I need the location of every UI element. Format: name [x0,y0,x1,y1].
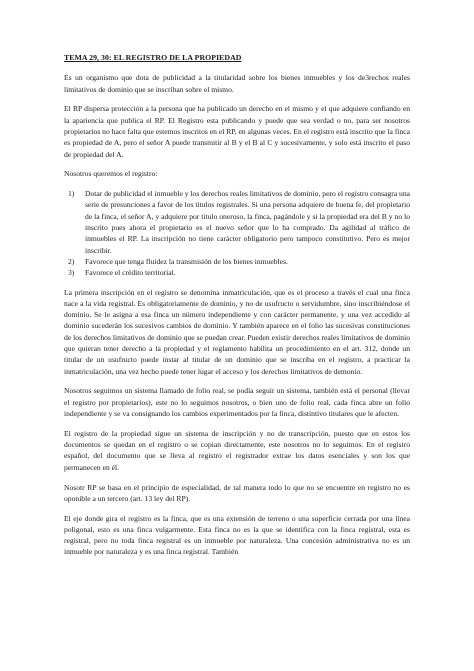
paragraph: Nosotros seguimos un sistema llamado de folio real, se podía seguir un sistema, también está el personal (llevar el registro por propietarios), este no lo seguimos nosotros, o bien uno de folio real, cada finca abre un folio independiente y se va consignando los cambios experimentados por la finca, distintivo titulares que le afecten. [64,386,410,419]
list-item-number: 2) [68,256,75,266]
paragraph: El RP dispersa protección a la persona que ha publicado un derecho en el mismo y el que adquiere confiando en la apariencia que publica el RP. El Registro esta publicando y puede que sea verdad o no, para ser nosotros propietarios no hace falta que estemos inscritos en el RP, en algunas veces. En el registro está inscrito que la finca es propiedad de A, pero el señor A puede transmitir al B y el B al C y sucesivamente, y solo está inscrito el paso de propiedad del A. [64,104,410,159]
list-item [64,256,410,267]
list-item [64,267,410,278]
paragraph: Es un organismo que dota de publicidad a la titularidad sobre los bienes inmuebles y los de3rechos reales limitativos de dominio que se inscriban sobre el mismo. [64,73,410,94]
list-item-text: Dotar de publicidad el inmueble y los derechos reales limitativos de dominio, pero el registro consagra una serie de presunciones a favor de los titulos registrales. Si una persona adquiere de buena fe, del propietario de la finca, el señor A, y adquiere por titulo oneroso, la finca, pagándole y si la propiedad era del B y no lo inscrito pues ahora el propietario es el nuevo señor que lo ha comprado. Da agilidad al tráfico de inmuebles el RP. La inscripción no tiene carácter obligatorio pero tampoco constitutivo. Pero es mejor inscribir. [85,189,410,255]
numbered-list [64,188,410,278]
list-item-text: Favorece que tenga fluidez la transmisión de los bienes inmuebles. [85,256,288,266]
document-page [64,52,410,566]
document-title: TEMA 29, 30: EL REGISTRO DE LA PROPIEDAD [64,53,242,62]
paragraph: Nosotros queremos el registro: [64,169,158,179]
list-item [64,188,410,256]
paragraph: La primera inscripción en el registro se denomina inmatriculación, que es el proceso a través el cual una finca nace a la vida registral. Es obligatoriamente de dominio, y no de usufructo o servidumbre, sino inscribiéndose el dominio. Se le asigna a esa finca un número independiente y con carácter permanente, y una vez accedido al dominio sucederán los sucesivos cambios de dominio. Y también aparece en el folio las sucesivas constituciones de los derechos limitativos de dominio que se puedan crear. Pueden existir derechos reales limitativos de dominio que quieran tener derecho a la propiedad y el reglamento habilita un procedimiento en el art. 312, donde un titular de un usufructo puede instar al titular de un dominio que se inscriba en el registro, a practicar la inmatriculación, una vez hecho puede tener lugar el acceso y los derechos limitativos de demonio. [64,287,410,376]
paragraph: El eje donde gira el registro es la finca, que es una extensión de terreno o una superficie cerrada por una línea poligonal, esto es una finca vulgarmente. Esta finca no es la que se identifica con la finca registral, esta es registral, pero no toda finca registral es un inmueble por naturaleza. Una concesión administrativa no es un inmueble por naturaleza y es una finca registral. También [64,513,410,557]
list-item-text: Favorece el crédito territorial. [85,268,176,278]
paragraph: El registro de la propiedad sigue un sistema de inscripción y no de transcripción, puesto que en estos los documentos se quedan en el registro o se copian directamente, este nosotros no lo seguimos. En el registro español, del documento que se lleva al registro el registrador extrae los datos esenciales y son los que permanecen en él. [64,428,410,472]
list-item-number: 1) [68,189,75,199]
paragraph: Nosotr RP se basa en el principio de especialidad, de tal manera todo lo que no se encuentre en registro no es oponible a un tercero (art. 13 ley del RP). [64,482,410,503]
list-item-number: 3) [68,268,75,278]
